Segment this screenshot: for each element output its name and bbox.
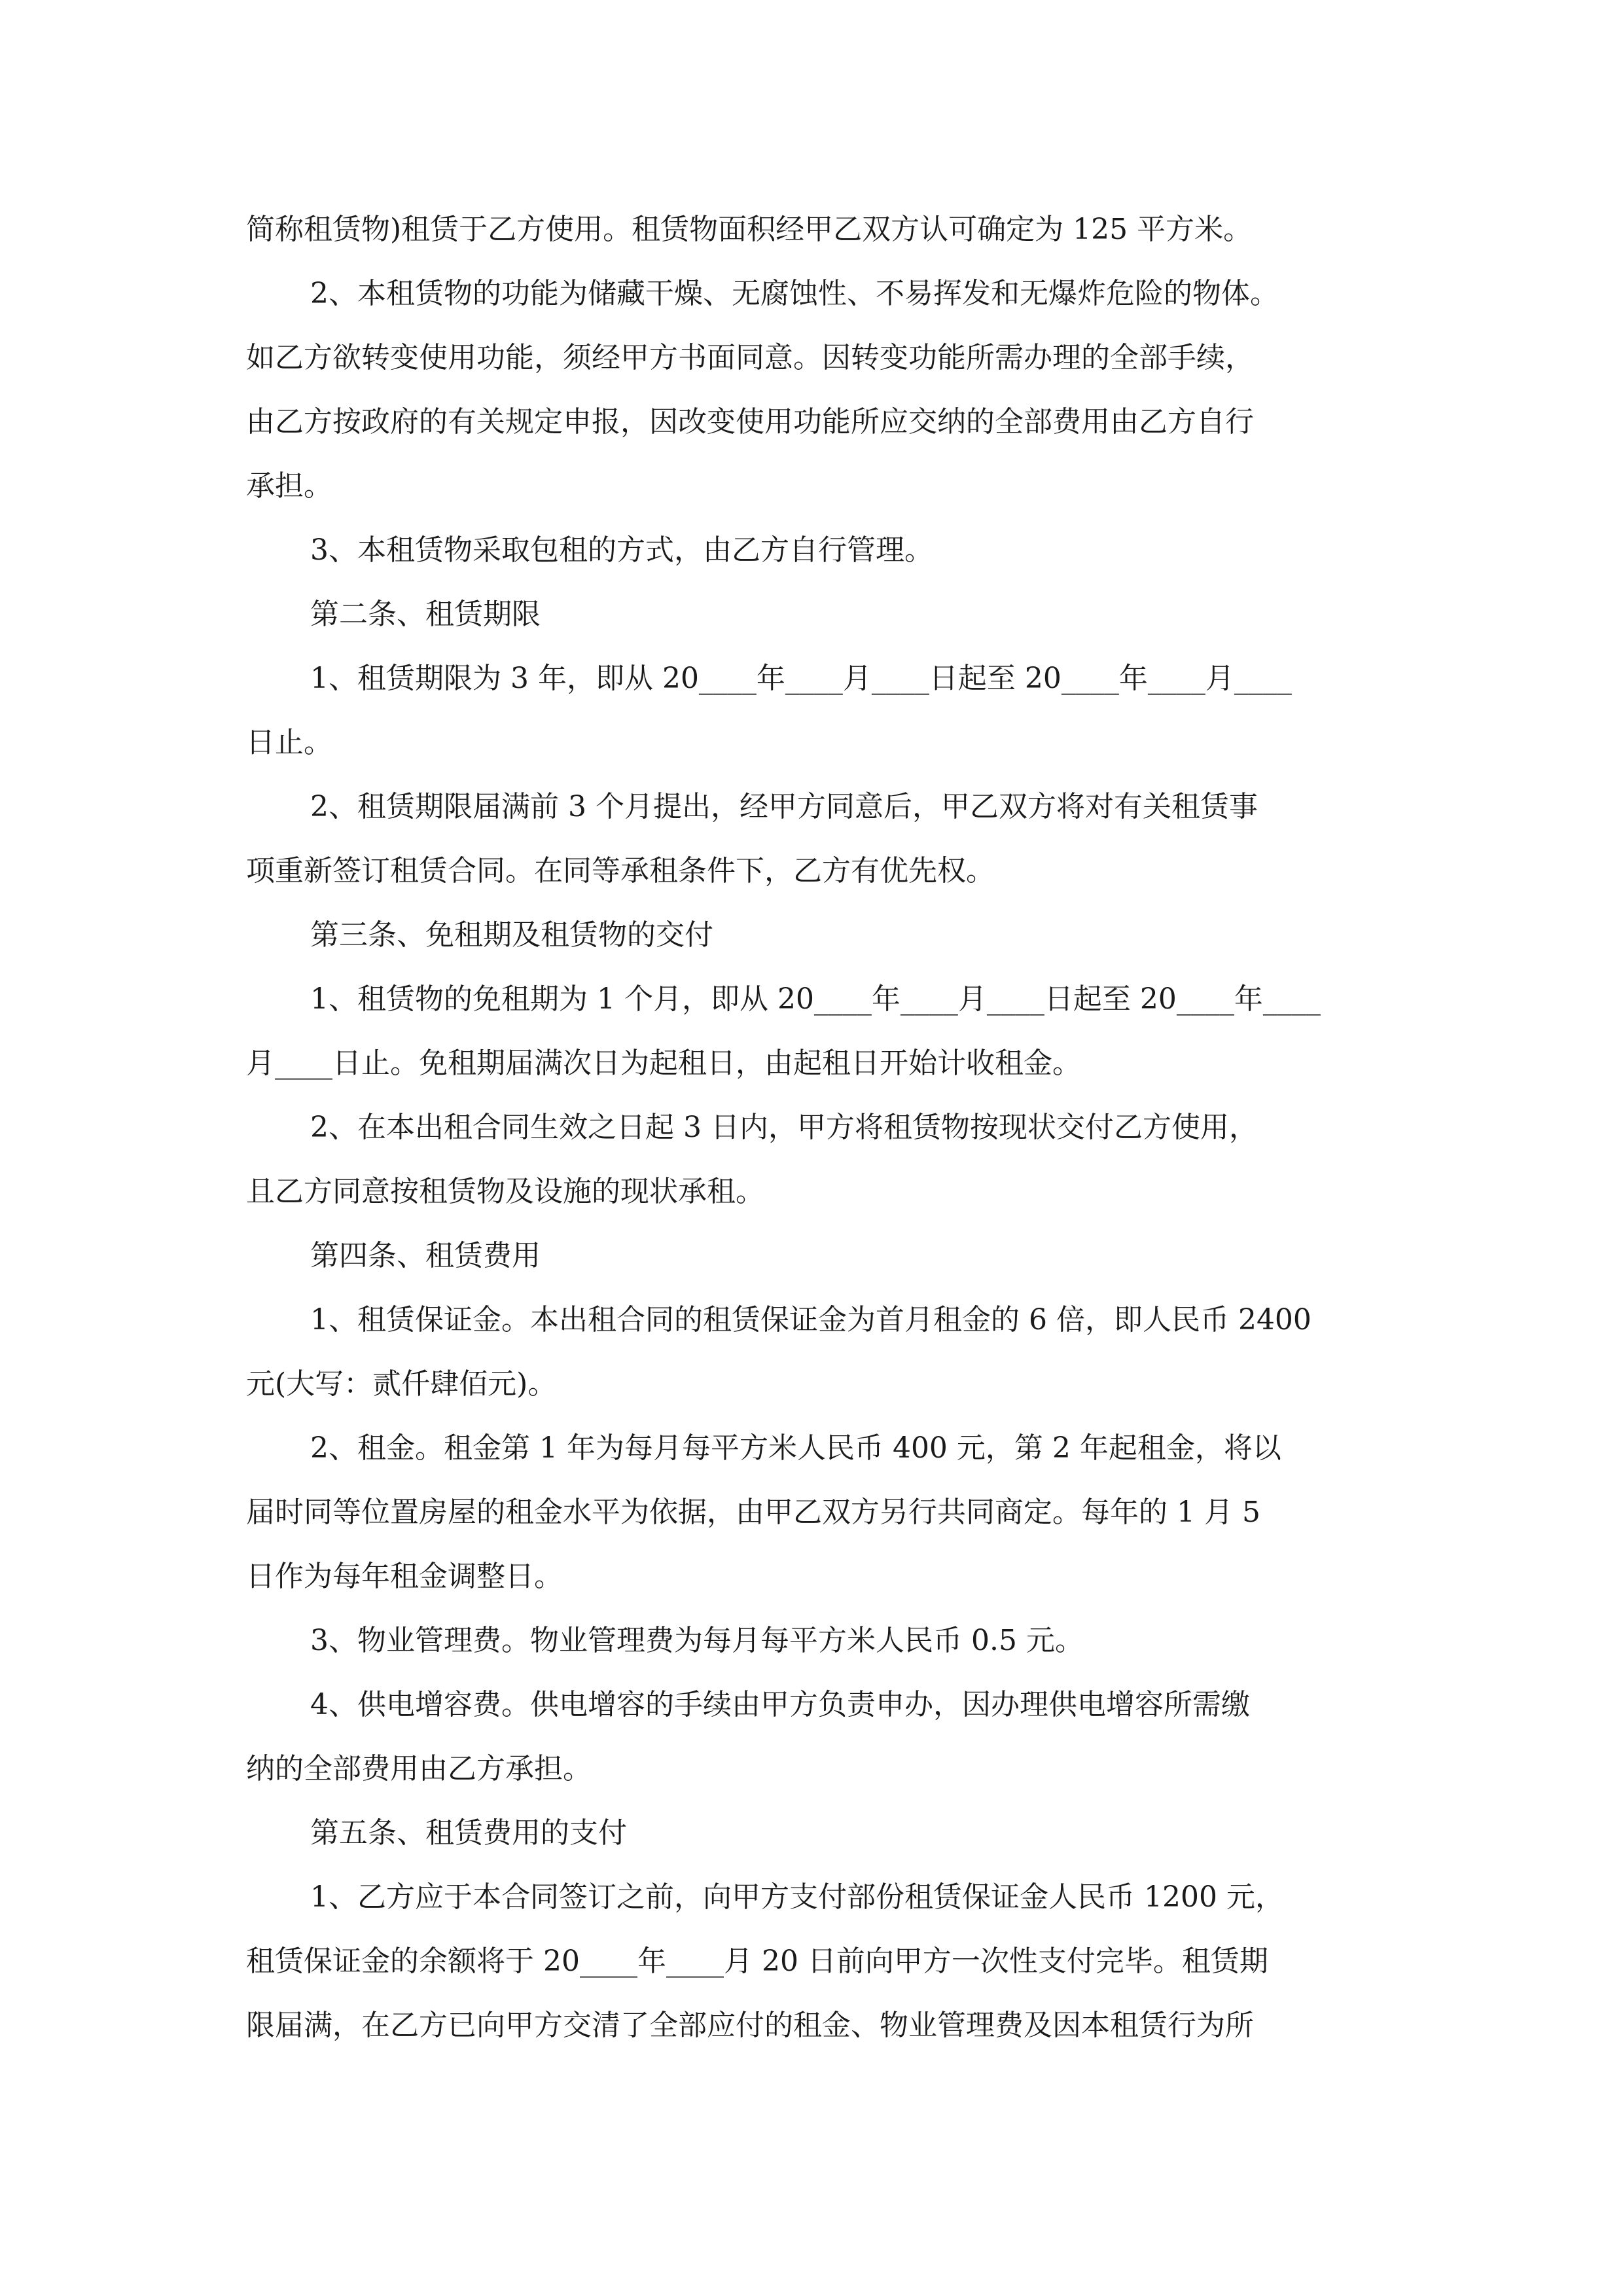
text-line: 纳的全部费用由乙方承担。 <box>246 1752 592 1785</box>
text-line: 1、租赁期限为 3 年，即从 20____年____月____日起至 20____年____月____ <box>310 662 1292 695</box>
section-heading: 第五条、租赁费用的支付 <box>310 1816 627 1850</box>
section-heading: 第二条、租赁期限 <box>310 598 541 631</box>
section-heading: 第四条、租赁费用 <box>310 1239 541 1272</box>
text-line: 届时同等位置房屋的租金水平为依据，由甲乙双方另行共同商定。每年的 1 月 5 <box>246 1496 1260 1529</box>
text-line: 承担。 <box>246 469 332 503</box>
text-line: 项重新签订租赁合同。在同等承租条件下，乙方有优先权。 <box>246 854 995 888</box>
text-line: 2、租赁期限届满前 3 个月提出，经甲方同意后，甲乙双方将对有关租赁事 <box>310 790 1258 823</box>
text-line: 1、租赁物的免租期为 1 个月，即从 20____年____月____日起至 20____年____ <box>310 982 1321 1016</box>
text-line: 4、供电增容费。供电增容的手续由甲方负责申办，因办理供电增容所需缴 <box>310 1688 1250 1721</box>
text-line: 租赁保证金的余额将于 20____年____月 20 日前向甲方一次性支付完毕。租赁期 <box>246 1945 1268 1978</box>
text-line: 2、租金。租金第 1 年为每月每平方米人民币 400 元，第 2 年起租金，将以 <box>310 1431 1281 1465</box>
text-line: 简称租赁物)租赁于乙方使用。租赁物面积经甲乙双方认可确定为 125 平方米。 <box>246 213 1253 246</box>
text-line: 3、本租赁物采取包租的方式，由乙方自行管理。 <box>310 533 933 567</box>
text-line: 如乙方欲转变使用功能，须经甲方书面同意。因转变功能所需办理的全部手续， <box>246 341 1254 374</box>
contract-body <box>246 198 1378 2058</box>
text-line: 且乙方同意按租赁物及设施的现状承租。 <box>246 1175 764 1208</box>
text-line: 1、租赁保证金。本出租合同的租赁保证金为首月租金的 6 倍，即人民币 2400 <box>310 1303 1311 1336</box>
text-line: 限届满，在乙方已向甲方交清了全部应付的租金、物业管理费及因本租赁行为所 <box>246 2009 1254 2042</box>
text-line: 2、本租赁物的功能为储藏干燥、无腐蚀性、不易挥发和无爆炸危险的物体。 <box>310 277 1279 310</box>
text-line: 由乙方按政府的有关规定申报，因改变使用功能所应交纳的全部费用由乙方自行 <box>246 405 1254 439</box>
text-line: 日止。 <box>246 726 332 759</box>
section-heading: 第三条、免租期及租赁物的交付 <box>310 918 713 952</box>
text-line: 2、在本出租合同生效之日起 3 日内，甲方将租赁物按现状交付乙方使用， <box>310 1111 1258 1144</box>
text-line: 日作为每年租金调整日。 <box>246 1560 563 1593</box>
text-line: 元(大写：贰仟肆佰元)。 <box>246 1367 557 1401</box>
text-line: 3、物业管理费。物业管理费为每月每平方米人民币 0.5 元。 <box>310 1624 1084 1657</box>
text-line: 月____日止。免租期届满次日为起租日，由起租日开始计收租金。 <box>246 1047 1081 1080</box>
text-line: 1、乙方应于本合同签订之前，向甲方支付部份租赁保证金人民币 1200 元， <box>310 1880 1284 1914</box>
